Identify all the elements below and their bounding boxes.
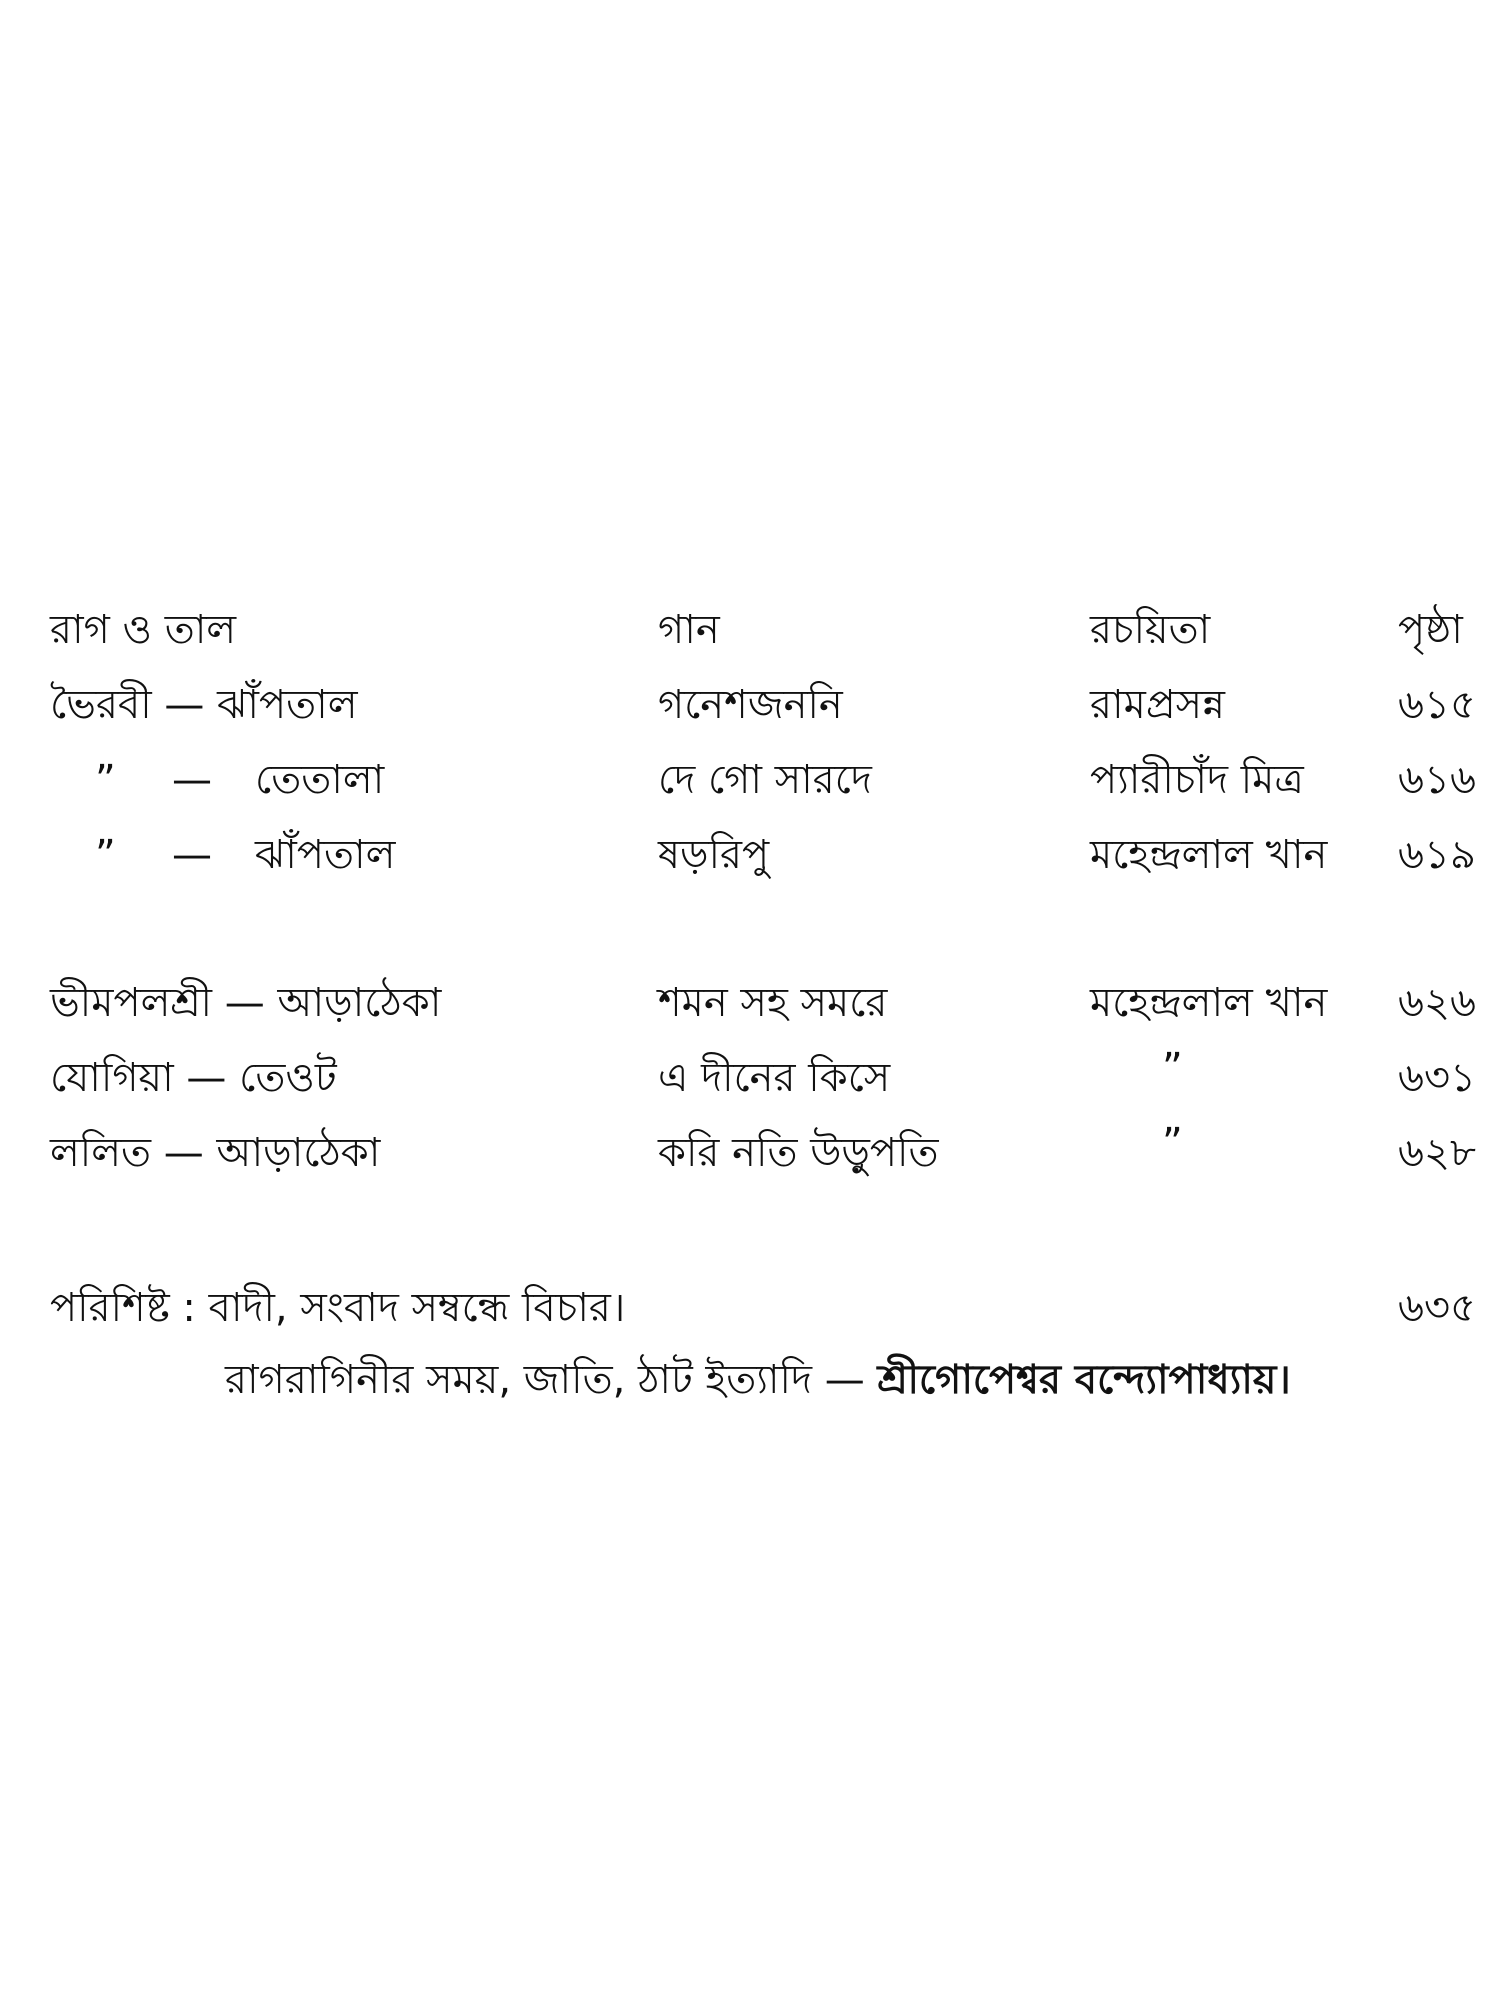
separator-dash: — [186, 1055, 227, 1101]
separator-dash: — [164, 682, 205, 728]
header-song: গান [658, 607, 720, 653]
header-page: পৃষ্ঠা [1398, 607, 1463, 653]
author-ditto: ” [1162, 1045, 1183, 1091]
song-title: শমন সহ সমরে [658, 980, 888, 1026]
appendix-line-1 [50, 1280, 625, 1336]
header-author: রচয়িতা [1090, 607, 1211, 653]
appendix-line-2 [225, 1352, 1291, 1408]
tala-name: আড়াঠেকা [277, 980, 442, 1026]
separator-dash: — [172, 832, 212, 878]
appendix-text-2: রাগরাগিনীর সময়, জাতি, ঠাট ইত্যাদি — [225, 1357, 865, 1403]
appendix-page-number: ৬৩৫ [1398, 1285, 1476, 1331]
page-number: ৬২৮ [1398, 1130, 1476, 1176]
table-row-raga [50, 677, 358, 733]
song-title: দে গো সারদে [658, 757, 872, 803]
page-number: ৬১৬ [1398, 757, 1476, 803]
song-title: ষড়রিপু [658, 832, 770, 878]
table-row-raga [50, 1125, 380, 1181]
author-name: রামপ্রসন্ন [1090, 682, 1225, 728]
author-ditto: ” [1162, 1120, 1183, 1166]
song-title: এ দীনের কিসে [658, 1055, 891, 1101]
table-row-raga [50, 975, 441, 1031]
song-title: করি নতি উড়ুপতি [658, 1130, 939, 1176]
raga-name: যোগিয়া [50, 1055, 174, 1101]
raga-name: ললিত [50, 1130, 152, 1176]
page-number: ৬৩১ [1398, 1055, 1476, 1101]
tala-name: ঝাঁপতাল [217, 682, 358, 728]
page-number: ৬২৬ [1398, 980, 1477, 1026]
song-title: গনেশজননি [658, 682, 843, 728]
tala-name: আড়াঠেকা [216, 1130, 381, 1176]
raga-name: ভীমপলশ্রী [50, 980, 213, 1026]
table-row-raga [50, 1050, 337, 1106]
author-name: মহেন্দ্রলাল খান [1090, 980, 1328, 1026]
page-number: ৬১৯ [1398, 832, 1476, 878]
raga-ditto: ” [95, 832, 116, 878]
separator-dash: — [172, 757, 212, 803]
raga-ditto: ” [95, 757, 116, 803]
appendix-label: পরিশিষ্ট : [50, 1285, 196, 1331]
tala-name: তেতালা [255, 757, 385, 803]
tala-name: ঝাঁপতাল [255, 832, 396, 878]
appendix-author: শ্রীগোপেশ্বর বন্দ্যোপাধ্যায়। [877, 1357, 1291, 1403]
appendix-text: বাদী, সংবাদ সম্বন্ধে বিচার। [208, 1285, 626, 1331]
author-name: মহেন্দ্রলাল খান [1090, 832, 1328, 878]
raga-name: ভৈরবী [50, 682, 152, 728]
tala-name: তেওট [239, 1055, 337, 1101]
author-name: প্যারীচাঁদ মিত্র [1090, 757, 1304, 803]
header-raga-tala: রাগ ও তাল [50, 607, 237, 653]
page-number: ৬১৫ [1398, 682, 1476, 728]
separator-dash: — [224, 980, 265, 1026]
separator-dash: — [163, 1130, 204, 1176]
